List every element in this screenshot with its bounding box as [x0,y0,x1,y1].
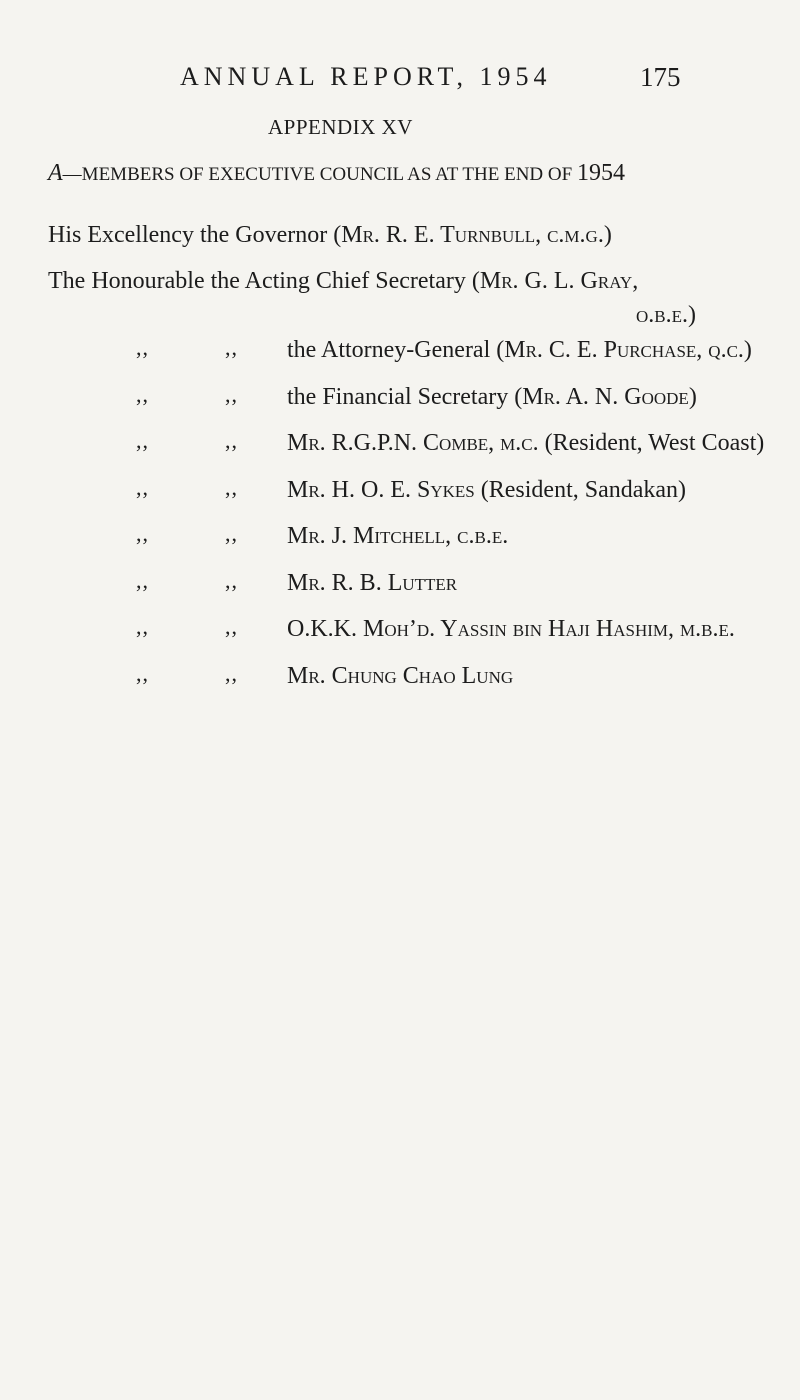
running-title: ANNUAL REPORT, 1954 [180,62,552,91]
section-year: 1954 [576,160,625,186]
governor-suffix: ) [603,222,612,248]
member-line [287,384,697,411]
section-heading [48,160,625,187]
chief-secretary-continuation: o.b.e.) [636,302,696,328]
member-line [287,477,686,504]
ditto-mark: ,, [136,521,149,546]
member-line [287,430,764,457]
member-name: Mr. A. N. Goode [522,383,689,410]
appendix-title: APPENDIX XV [268,115,413,139]
chief-secretary-line [48,268,638,295]
chief-secretary-prefix: The Honourable the Acting Chief Secretary ( [48,268,480,294]
ditto-mark: ,, [136,381,149,407]
ditto-mark: ,, [136,567,149,593]
member-name: Mr. R.G.P.N. Combe, m.c. [287,430,539,456]
ditto-mark: ,, [225,474,238,500]
ditto-mark: ,, [225,428,238,453]
member-name: Mr. Chung Chao Lung [287,662,514,689]
ditto-mark: ,, [225,660,238,686]
member-detail: (Resident, Sandakan) [474,476,687,503]
member-name: Mr. C. E. Purchase, q.c. [504,337,744,363]
member-line [287,663,513,690]
member-detail: (Resident, West Coast) [538,430,765,456]
governor-prefix: His Excellency the Governor ( [48,222,342,248]
section-heading-text: —MEMBERS OF EXECUTIVE COUNCIL AS AT THE END OF [62,164,573,185]
ditto-mark: ,, [225,567,238,593]
governor-name: Mr. R. E. Turnbull, c.m.g. [341,222,604,248]
member-office: the Attorney-General ( [287,337,505,363]
ditto-mark: ,, [136,428,149,453]
member-detail: ) [688,383,697,410]
member-line [287,570,457,597]
member-name: Mr. R. B. Lutter [287,569,458,596]
ditto-mark: ,, [136,614,149,639]
governor-line [48,222,612,249]
ditto-mark: ,, [225,614,238,639]
member-line [287,337,752,364]
member-line [287,616,735,643]
ditto-mark: ,, [225,335,238,360]
member-name: O.K.K. Moh’d. Yassin bin Haji Hashim, m.b.e. [287,616,735,642]
member-name: Mr. J. Mitchell, c.b.e. [287,523,509,549]
member-line [287,523,508,550]
member-office: the Financial Secretary ( [287,383,523,410]
ditto-mark: ,, [136,474,149,500]
ditto-mark: ,, [136,335,149,360]
chief-secretary-name: Mr. G. L. Gray, [479,268,639,294]
page-number: 175 [640,62,681,92]
section-letter: A [48,160,63,186]
member-detail: ) [743,337,752,363]
member-name: Mr. H. O. E. Sykes [287,476,475,503]
ditto-mark: ,, [225,381,238,407]
ditto-mark: ,, [225,521,238,546]
ditto-mark: ,, [136,660,149,686]
